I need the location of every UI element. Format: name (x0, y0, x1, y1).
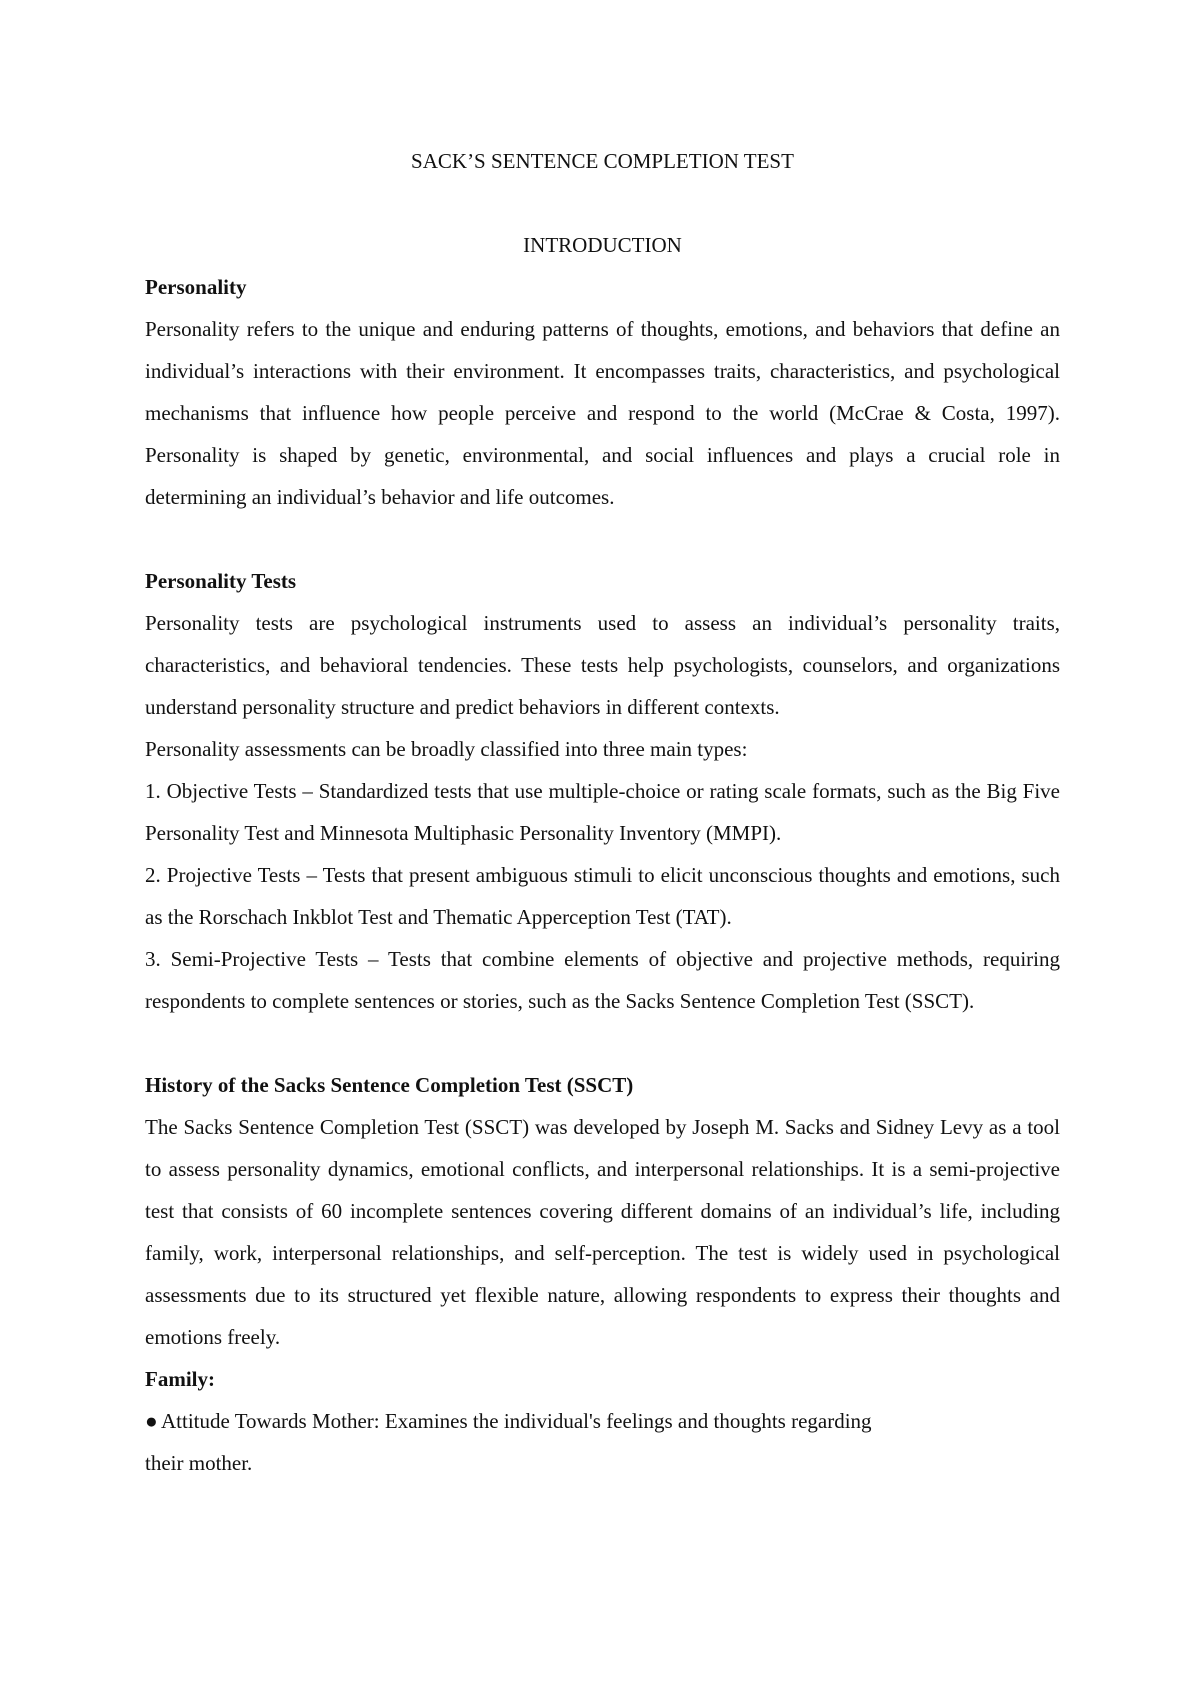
bullet-attitude-towards-mother (145, 1400, 1060, 1442)
paragraph-personality: Personality refers to the unique and enduring patterns of thoughts, emotions, and behaviors that define an individual’s interactions with their environment. It encompasses traits, characteristics, and psychological mechanisms that influence how people perceive and respond to the world (McCrae & Costa, 1997). Personality is shaped by genetic, environmental, and social influences and plays a crucial role in determining an individual’s behavior and life outcomes. (145, 317, 1060, 509)
section-introduction-title: INTRODUCTION (523, 233, 682, 257)
document-title: SACK’S SENTENCE COMPLETION TEST (411, 149, 794, 173)
spacer (145, 518, 1060, 560)
heading-family: Family: (145, 1367, 215, 1391)
spacer (145, 1022, 1060, 1064)
list-item-semi-projective-tests: 3. Semi-Projective Tests – Tests that combine elements of objective and projective methods, requiring respondents to complete sentences or stories, such as the Sacks Sentence Completion Test (SSCT). (145, 947, 1060, 1013)
list-item-projective-tests: 2. Projective Tests – Tests that present ambiguous stimuli to elicit unconscious thoughts and emotions, such as the Rorschach Inkblot Test and Thematic Apperception Test (TAT). (145, 863, 1060, 929)
list-item-objective-tests: 1. Objective Tests – Standardized tests that use multiple-choice or rating scale formats, such as the Big Five Personality Test and Minnesota Multiphasic Personality Inventory (MMPI). (145, 779, 1060, 845)
bullet-continuation: their mother. (145, 1451, 253, 1475)
heading-history-ssct: History of the Sacks Sentence Completion Test (SSCT) (145, 1073, 634, 1097)
heading-personality: Personality (145, 275, 247, 299)
bullet-text-line1: Attitude Towards Mother: Examines the individual's feelings and thoughts regarding (161, 1409, 872, 1433)
paragraph-history-ssct: The Sacks Sentence Completion Test (SSCT) was developed by Joseph M. Sacks and Sidney Levy as a tool to assess personality dynamics, emotional conflicts, and interpersonal relationships. It is a semi-projective test that consists of 60 incomplete sentences covering different domains of an individual’s life, including family, work, interpersonal relationships, and self-perception. The test is widely used in psychological assessments due to its structured yet flexible nature, allowing respondents to express their thoughts and emotions freely. (145, 1115, 1060, 1349)
paragraph-assessment-types-intro: Personality assessments can be broadly classified into three main types: (145, 737, 748, 761)
heading-personality-tests: Personality Tests (145, 569, 297, 593)
bullet-icon: ● (145, 1409, 158, 1433)
paragraph-personality-tests: Personality tests are psychological instruments used to assess an individual’s personality traits, characteristics, and behavioral tendencies. These tests help psychologists, counselors, and organizations understand personality structure and predict behaviors in different contexts. (145, 611, 1060, 719)
document-content (145, 140, 1060, 1484)
